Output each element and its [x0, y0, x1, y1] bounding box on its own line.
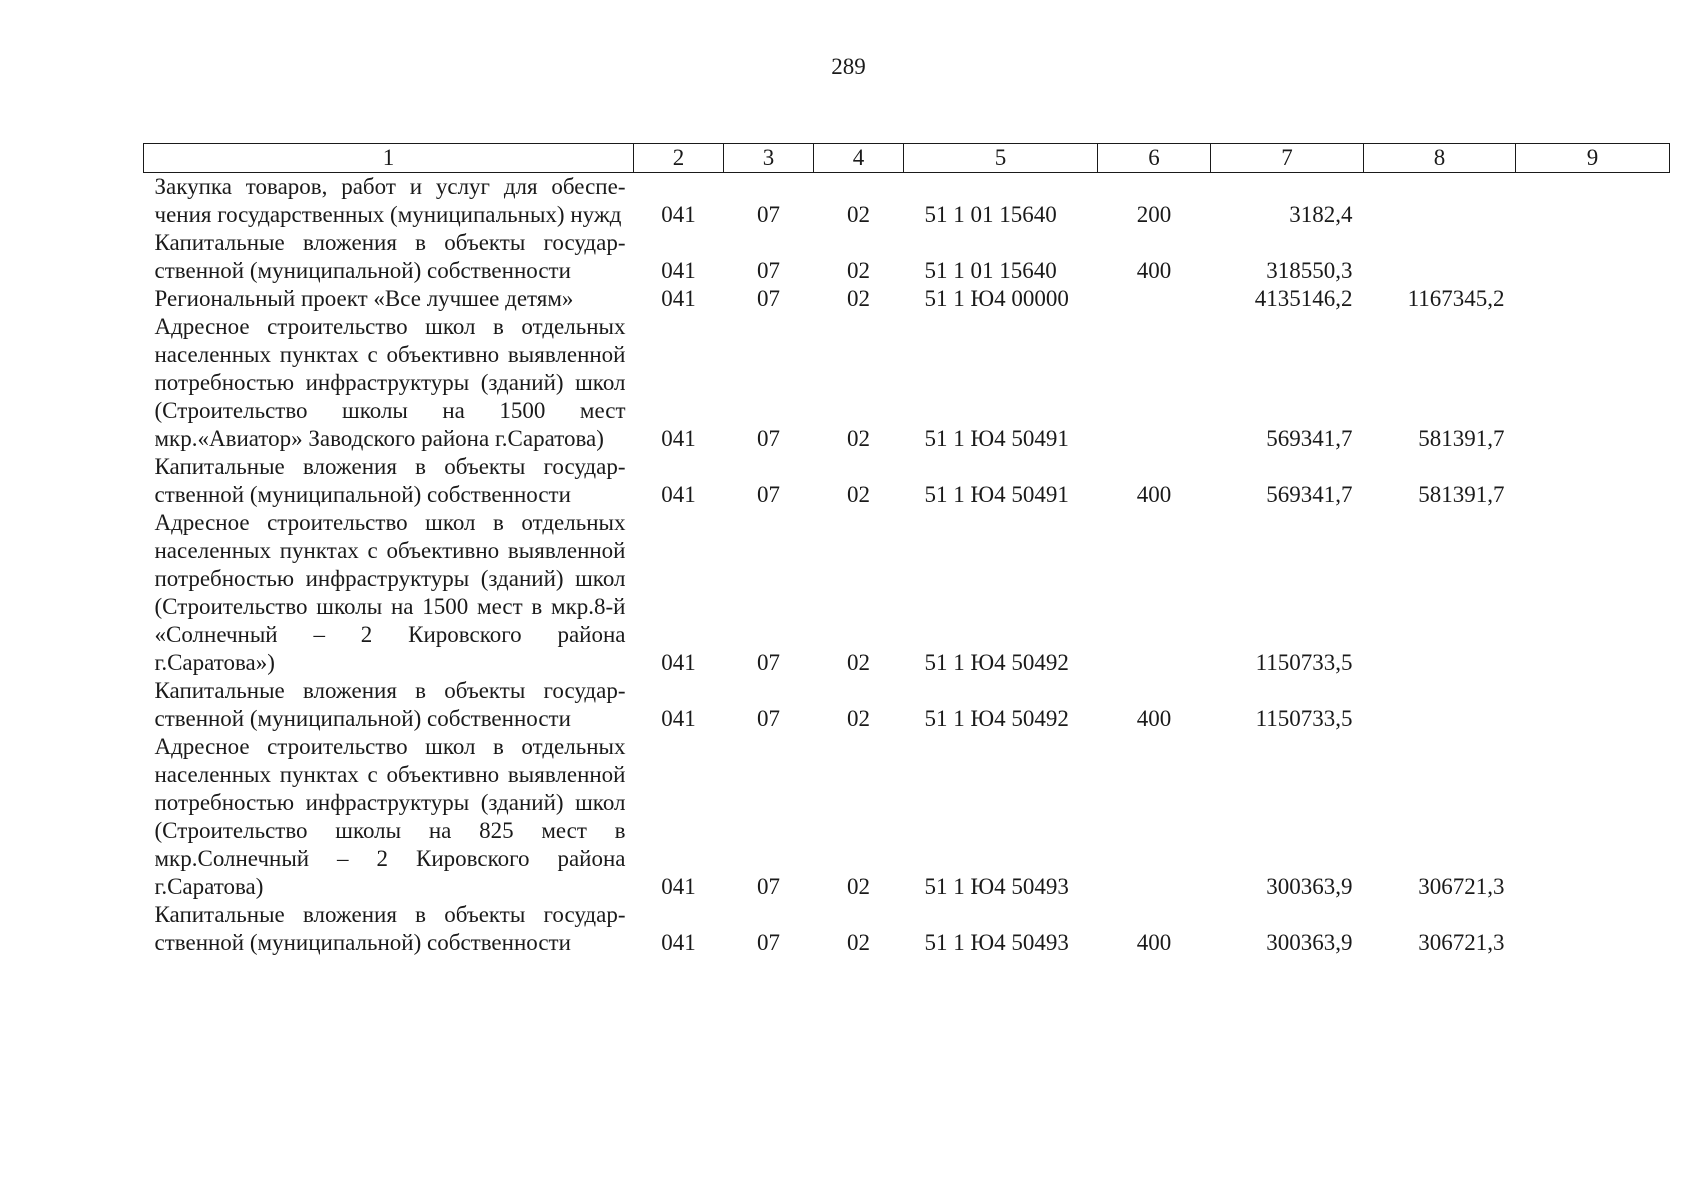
cell-col-5: 51 1 Ю4 50493: [924, 874, 1069, 899]
cell-col-5: 51 1 Ю4 50491: [924, 426, 1069, 451]
cell-col-2: 041: [661, 706, 696, 731]
row-name: Адресное строительство школ в отдельных населенных пунктах с объективно выявленной потребностью инфраструктуры (зданий) школ (Строительство школы на 1500 мест в мкр.8-й «Солнечный – 2 Кировского района г.Саратова»): [154, 510, 626, 675]
row-name: Капитальные вложения в объекты государственной (муниципальной) собственности: [154, 902, 626, 955]
cell-col-8: [1364, 509, 1516, 677]
cell-col-5: 51 1 Ю4 50492: [924, 706, 1069, 731]
cell-col-3: 07: [757, 202, 780, 227]
header-col-4: 4: [814, 144, 904, 173]
cell-col-5: 51 1 01 15640: [924, 202, 1057, 227]
cell-col-2: 041: [661, 286, 696, 311]
cell-col-8: [1364, 173, 1516, 230]
row-name: Адресное строительство школ в отдельных населенных пунктах с объективно выявленной потребностью инфраструктуры (зданий) школ (Строительство школы на 825 мест в мкр.Солнечный – 2 Кировского района г.Саратова): [154, 734, 626, 899]
cell-col-7: 318550,3: [1266, 258, 1353, 283]
cell-col-5: 51 1 01 15640: [924, 258, 1057, 283]
row-name: Капитальные вложения в объекты государственной (муниципальной) собственности: [154, 454, 626, 507]
cell-col-4: 02: [847, 286, 870, 311]
cell-col-8: 1167345,2: [1407, 286, 1505, 311]
cell-col-6: [1098, 313, 1211, 453]
cell-col-7: 1150733,5: [1255, 650, 1353, 675]
cell-col-9: [1516, 733, 1670, 901]
row-name: Региональный проект «Все лучшее детям»: [154, 286, 574, 311]
cell-col-2: 041: [661, 482, 696, 507]
row-name: Закупка товаров, работ и услуг для обеспечения государственных (муниципальных) нужд: [154, 174, 626, 227]
cell-col-4: 02: [847, 930, 870, 955]
cell-col-4: 02: [847, 874, 870, 899]
cell-col-6: 400: [1136, 482, 1172, 507]
cell-col-8: 581391,7: [1418, 482, 1505, 507]
cell-col-5: 51 1 Ю4 50493: [924, 930, 1069, 955]
table-row: [144, 901, 1670, 957]
cell-col-7: 300363,9: [1266, 874, 1353, 899]
cell-col-3: 07: [757, 258, 780, 283]
cell-col-7: 569341,7: [1266, 426, 1353, 451]
cell-col-2: 041: [661, 426, 696, 451]
cell-col-9: [1516, 229, 1670, 285]
budget-table: [143, 143, 1670, 957]
row-name: Адресное строительство школ в отдельных населенных пунктах с объективно выявленной потребностью инфраструктуры (зданий) школ (Строительство школы на 1500 мест мкр.«Авиатор» Заводского района г.Саратова): [154, 314, 626, 451]
cell-col-3: 07: [757, 650, 780, 675]
cell-col-4: 02: [847, 202, 870, 227]
cell-col-9: [1516, 453, 1670, 509]
cell-col-4: 02: [847, 426, 870, 451]
cell-col-9: [1516, 285, 1670, 313]
header-col-1: 1: [144, 144, 634, 173]
header-col-2: 2: [634, 144, 724, 173]
cell-col-8: [1364, 677, 1516, 733]
header-col-5: 5: [904, 144, 1098, 173]
cell-col-5: 51 1 Ю4 50492: [924, 650, 1069, 675]
cell-col-3: 07: [757, 426, 780, 451]
cell-col-9: [1516, 509, 1670, 677]
table-row: [144, 229, 1670, 285]
cell-col-6: 200: [1136, 202, 1172, 227]
table-header: [144, 144, 1670, 173]
cell-col-2: 041: [661, 258, 696, 283]
cell-col-2: 041: [661, 874, 696, 899]
cell-col-2: 041: [661, 202, 696, 227]
cell-col-9: [1516, 173, 1670, 230]
cell-col-2: 041: [661, 650, 696, 675]
cell-col-5: 51 1 Ю4 50491: [924, 482, 1069, 507]
header-col-3: 3: [724, 144, 814, 173]
cell-col-7: 3182,4: [1289, 202, 1353, 227]
header-row: [144, 144, 1670, 173]
table-row: [144, 453, 1670, 509]
table-row: [144, 173, 1670, 230]
table-body: [144, 173, 1670, 958]
table-row: [144, 509, 1670, 677]
cell-col-8: 581391,7: [1418, 426, 1505, 451]
cell-col-3: 07: [757, 874, 780, 899]
cell-col-6: [1098, 733, 1211, 901]
cell-col-3: 07: [757, 930, 780, 955]
table-row: [144, 285, 1670, 313]
row-name: Капитальные вложения в объекты государственной (муниципальной) собственности: [154, 678, 626, 731]
cell-col-4: 02: [847, 258, 870, 283]
page-number: 289: [831, 54, 866, 79]
cell-col-4: 02: [847, 482, 870, 507]
header-col-9: 9: [1516, 144, 1670, 173]
table-row: [144, 313, 1670, 453]
cell-col-7: 1150733,5: [1255, 706, 1353, 731]
cell-col-7: 300363,9: [1266, 930, 1353, 955]
cell-col-7: 569341,7: [1266, 482, 1353, 507]
cell-col-9: [1516, 901, 1670, 957]
table-row: [144, 733, 1670, 901]
header-col-7: 7: [1211, 144, 1364, 173]
cell-col-9: [1516, 313, 1670, 453]
cell-col-6: 400: [1136, 930, 1172, 955]
cell-col-6: [1098, 285, 1211, 313]
cell-col-6: 400: [1136, 706, 1172, 731]
cell-col-3: 07: [757, 482, 780, 507]
cell-col-6: [1098, 509, 1211, 677]
cell-col-2: 041: [661, 930, 696, 955]
row-name: Капитальные вложения в объекты государственной (муниципальной) собственности: [154, 230, 626, 283]
cell-col-3: 07: [757, 286, 780, 311]
table-row: [144, 677, 1670, 733]
cell-col-4: 02: [847, 706, 870, 731]
cell-col-6: 400: [1136, 258, 1172, 283]
cell-col-9: [1516, 677, 1670, 733]
header-col-6: 6: [1098, 144, 1211, 173]
header-col-8: 8: [1364, 144, 1516, 173]
cell-col-8: [1364, 229, 1516, 285]
cell-col-8: 306721,3: [1418, 874, 1505, 899]
cell-col-8: 306721,3: [1418, 930, 1505, 955]
cell-col-5: 51 1 Ю4 00000: [924, 286, 1069, 311]
cell-col-3: 07: [757, 706, 780, 731]
cell-col-7: 4135146,2: [1254, 286, 1353, 311]
cell-col-4: 02: [847, 650, 870, 675]
